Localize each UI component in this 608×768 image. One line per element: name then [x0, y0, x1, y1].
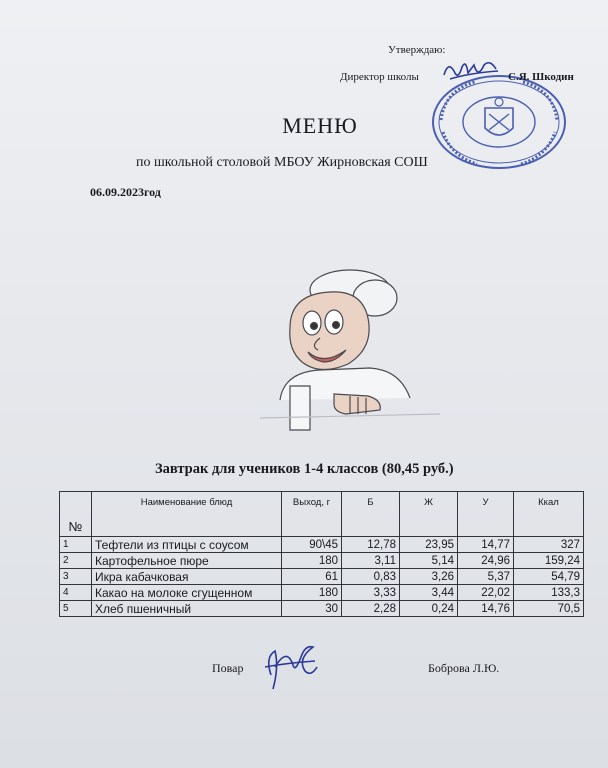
cell-dish: Икра кабачковая — [92, 569, 282, 585]
cell-u: 22,02 — [458, 585, 514, 601]
cell-kcal: 54,79 — [514, 569, 584, 585]
cook-name: Боброва Л.Ю. — [428, 661, 500, 675]
cell-num: 4 — [60, 585, 92, 601]
cell-b: 0,83 — [342, 569, 400, 585]
cell-yield: 180 — [282, 553, 342, 569]
chef-illustration — [250, 268, 450, 438]
cook-signature — [257, 637, 322, 693]
cell-kcal: 70,5 — [514, 601, 584, 617]
table-row — [60, 569, 584, 585]
cell-b: 3,11 — [342, 553, 400, 569]
cell-b: 12,78 — [342, 537, 400, 553]
table-row — [60, 553, 584, 569]
meal-title: Завтрак для учеников 1-4 классов (80,45 руб.) — [155, 461, 454, 477]
col-header-num: № — [60, 492, 92, 537]
page-title: МЕНЮ — [282, 113, 358, 138]
director-name: С.Я. Шкодин — [508, 71, 574, 83]
table-row — [60, 601, 584, 617]
cell-zh: 23,95 — [400, 537, 458, 553]
cell-kcal: 159,24 — [514, 553, 584, 569]
cell-dish: Какао на молоке сгущенном — [92, 585, 282, 601]
col-header-kcal: Ккал — [514, 492, 584, 537]
cell-yield: 90\45 — [282, 537, 342, 553]
cell-kcal: 133,3 — [514, 585, 584, 601]
cell-u: 14,77 — [458, 537, 514, 553]
cell-zh: 3,44 — [400, 585, 458, 601]
menu-date: 06.09.2023год — [90, 185, 161, 199]
approve-label: Утверждаю: — [388, 44, 446, 56]
col-header-zh: Ж — [400, 492, 458, 537]
cell-yield: 61 — [282, 569, 342, 585]
cell-dish: Тефтели из птицы с соусом — [92, 537, 282, 553]
menu-table — [59, 491, 584, 617]
page-subtitle: по школьной столовой МБОУ Жирновская СОШ — [136, 155, 428, 170]
cell-b: 3,33 — [342, 585, 400, 601]
director-label: Директор школы — [340, 71, 419, 83]
cell-yield: 30 — [282, 601, 342, 617]
table-row — [60, 537, 584, 553]
cell-num: 1 — [60, 537, 92, 553]
cell-num: 5 — [60, 601, 92, 617]
cell-num: 3 — [60, 569, 92, 585]
cell-dish: Картофельное пюре — [92, 553, 282, 569]
cook-label: Повар — [212, 661, 244, 675]
cell-num: 2 — [60, 553, 92, 569]
cell-dish: Хлеб пшеничный — [92, 601, 282, 617]
table-row — [60, 585, 584, 601]
cell-u: 24,96 — [458, 553, 514, 569]
cell-kcal: 327 — [514, 537, 584, 553]
col-header-name: Наименование блюд — [92, 492, 282, 537]
cell-u: 14,76 — [458, 601, 514, 617]
col-header-yield: Выход, г — [282, 492, 342, 537]
cell-zh: 5,14 — [400, 553, 458, 569]
table-header-row — [60, 492, 584, 537]
cell-u: 5,37 — [458, 569, 514, 585]
cell-zh: 3,26 — [400, 569, 458, 585]
cell-zh: 0,24 — [400, 601, 458, 617]
col-header-u: У — [458, 492, 514, 537]
col-header-b: Б — [342, 492, 400, 537]
cell-b: 2,28 — [342, 601, 400, 617]
director-signature — [440, 55, 502, 89]
cell-yield: 180 — [282, 585, 342, 601]
